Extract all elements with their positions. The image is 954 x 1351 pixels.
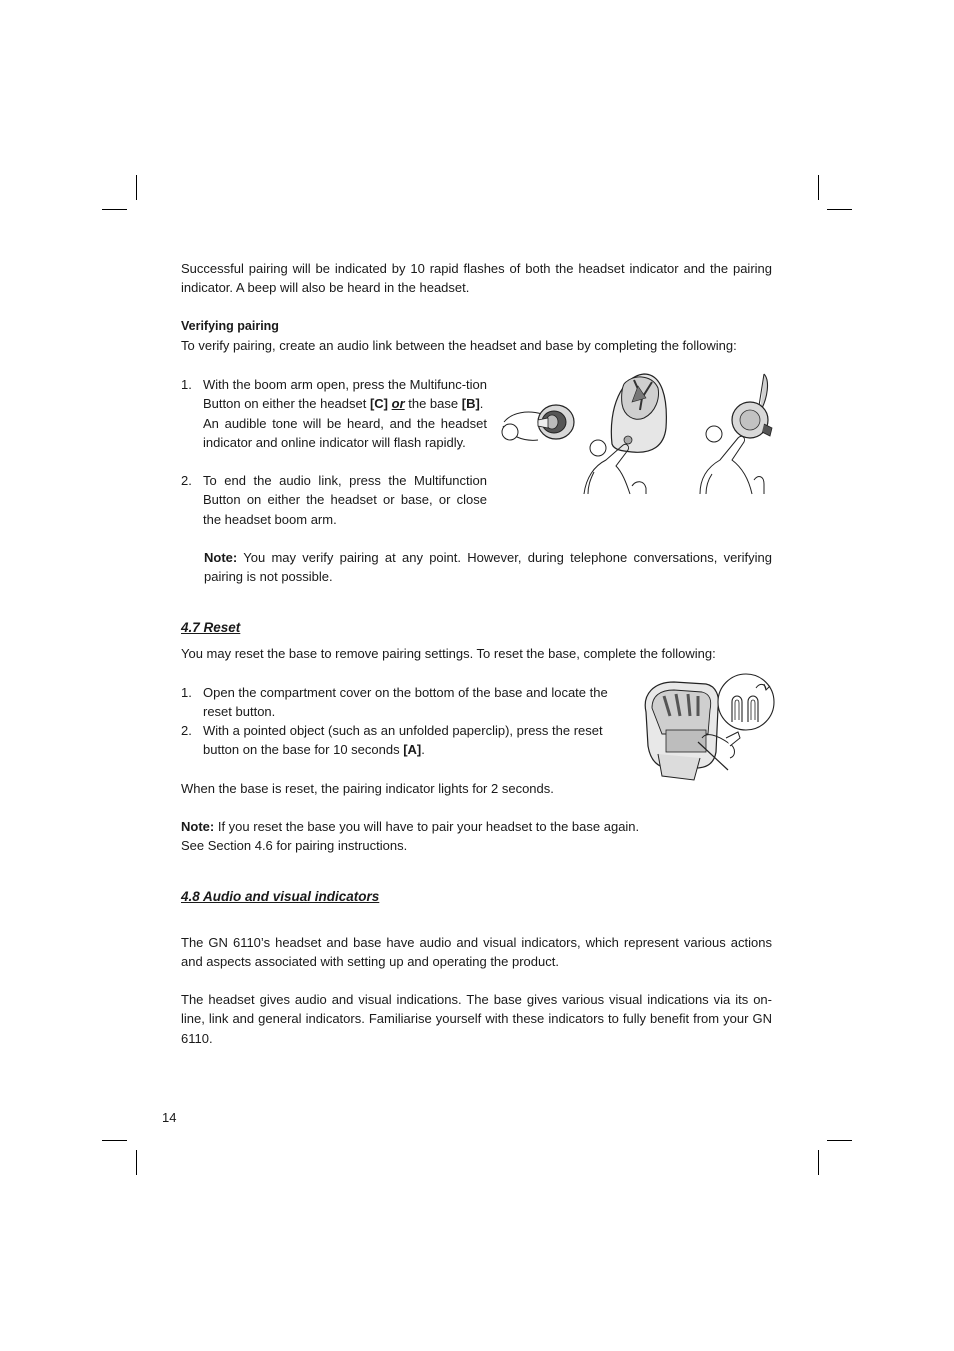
crop-mark (102, 1140, 127, 1141)
base-press-illustration (582, 368, 672, 498)
list-number: 2. (181, 723, 192, 738)
indicators-heading: 4.8 Audio and visual indicators (181, 889, 380, 904)
crop-mark (136, 175, 137, 200)
headset-front-illustration (698, 372, 776, 498)
crop-mark (102, 209, 127, 210)
step-tone-text: An audible tone will be heard, and the headset indicator and online indicator will flash rapidly. (203, 415, 487, 450)
reset-after: When the base is reset, the pairing indicator lights for 2 seconds. (181, 781, 554, 796)
reset-step-1 (181, 683, 614, 722)
punctuation: . (479, 396, 484, 412)
label-b: [B] (461, 396, 480, 412)
note-label: Note: (204, 550, 238, 565)
reset-note (181, 817, 772, 856)
list-number: 1. (181, 685, 192, 700)
or-emphasis: or (391, 396, 405, 412)
list-number: 2. (181, 473, 192, 488)
label-c: [C] (369, 396, 389, 412)
step-text: the base (404, 396, 462, 412)
note-label: Note: (181, 819, 215, 834)
crop-mark (827, 209, 852, 210)
verify-step-1 (181, 375, 487, 452)
note-text: You may verify pairing at any point. However, during telephone conversations, verifying pairing is not possible. (204, 550, 772, 585)
punctuation: . (421, 742, 425, 758)
indicators-paragraph-1: The GN 6110’s headset and base have audio and visual indicators, which represent various actions and aspects associated with setting up and operating the product. (181, 935, 772, 970)
label-a: [A] (403, 742, 422, 758)
verify-note (204, 548, 772, 587)
headset-press-illustration (498, 400, 580, 452)
note-reference: See Section 4.6 for pairing instructions. (181, 838, 408, 854)
crop-mark (827, 1140, 852, 1141)
reset-lead: You may reset the base to remove pairing settings. To reset the base, complete the following: (181, 646, 716, 661)
list-number: 1. (181, 377, 192, 392)
step-text: With the boom arm open, press the Multifunc-tion Button on either the headset (203, 377, 487, 412)
page-number: 14 (162, 1110, 177, 1125)
verifying-pairing-lead: To verify pairing, create an audio link between the headset and base by completing the following: (181, 338, 737, 353)
intro-paragraph: Successful pairing will be indicated by 10 rapid flashes of both the headset indicator and the pairing indicator. A beep will also be heard in the headset. (181, 261, 772, 296)
step-text: Open the compartment cover on the bottom of the base and locate the reset button. (203, 685, 608, 720)
step-text: To end the audio link, press the Multifunction Button on either the headset or base, or close the headset boom arm. (203, 473, 487, 527)
step-text: With a pointed object (such as an unfolded paperclip), press the reset button on the base for 10 seconds (203, 723, 603, 758)
indicators-paragraph-2: The headset gives audio and visual indications. The base gives various visual indications via its on-line, link and general indicators. Familiarise yourself with these indicators to fully benefit from your GN 6110. (181, 992, 772, 1046)
reset-detail-illustration (716, 672, 776, 732)
verifying-pairing-heading: Verifying pairing (181, 319, 279, 333)
crop-mark (136, 1150, 137, 1175)
reset-heading: 4.7 Reset (181, 620, 241, 635)
verify-step-2 (181, 471, 487, 529)
crop-mark (818, 1150, 819, 1175)
note-text: If you reset the base you will have to pair your headset to the base again. (214, 819, 640, 834)
crop-mark (818, 175, 819, 200)
reset-step-2 (181, 721, 614, 760)
